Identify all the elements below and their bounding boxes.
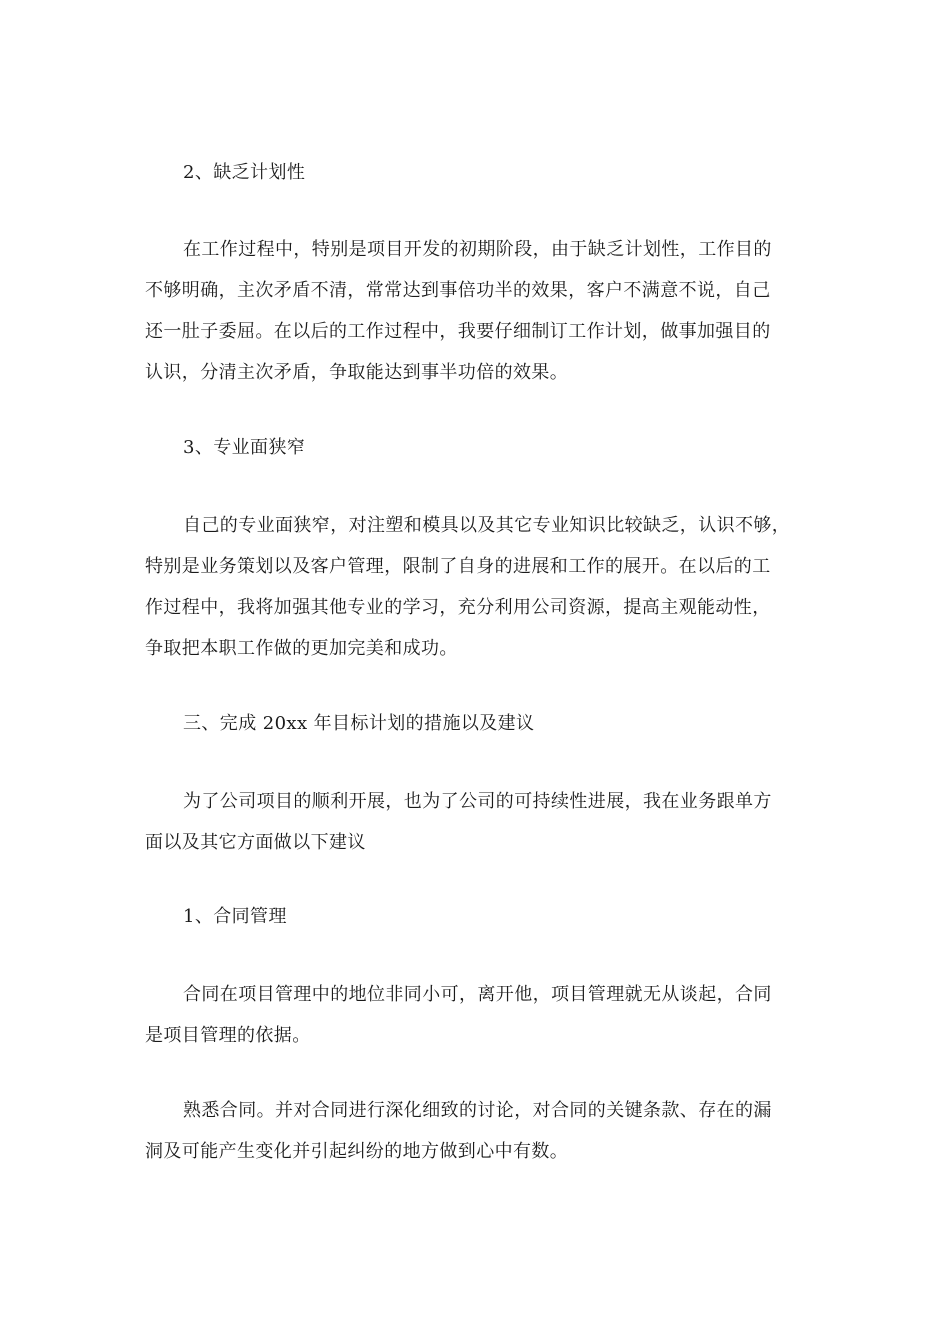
paragraph-line: 争取把本职工作做的更加完美和成功。: [145, 638, 458, 659]
paragraph-lack-of-planning: [145, 229, 810, 393]
section-heading-measures: 三、完成 20xx 年目标计划的措施以及建议: [183, 713, 535, 734]
paragraph-line: 自己的专业面狭窄，对注塑和模具以及其它专业知识比较缺乏，认识不够，: [183, 515, 791, 536]
paragraph-line: 合同在项目管理中的地位非同小可，离开他，项目管理就无从谈起，合同: [183, 984, 772, 1005]
paragraph-line: 是项目管理的依据。: [145, 1025, 311, 1046]
subheading-contract-management: 1、合同管理: [183, 906, 287, 927]
paragraph-contract: [145, 974, 810, 1056]
subheading-narrow-expertise: 3、专业面狭窄: [183, 437, 306, 458]
paragraph-line: 还一肚子委屈。在以后的工作过程中，我要仔细制订工作计划，做事加强目的: [145, 321, 771, 342]
subheading-lack-of-planning: 2、缺乏计划性: [183, 162, 306, 183]
paragraph-line: 为了公司项目的顺利开展，也为了公司的可持续性进展，我在业务跟单方: [183, 791, 772, 812]
paragraph-familiar-contract: [145, 1090, 810, 1172]
paragraph-narrow-expertise: [145, 505, 810, 669]
paragraph-line: 作过程中，我将加强其他专业的学习，充分利用公司资源，提高主观能动性，: [145, 597, 771, 618]
paragraph-line: 洞及可能产生变化并引起纠纷的地方做到心中有数。: [145, 1141, 569, 1162]
paragraph-line: 在工作过程中，特别是项目开发的初期阶段，由于缺乏计划性，工作目的: [183, 239, 772, 260]
paragraph-line: 认识，分清主次矛盾，争取能达到事半功倍的效果。: [145, 362, 569, 383]
paragraph-line: 特别是业务策划以及客户管理，限制了自身的进展和工作的展开。在以后的工: [145, 556, 771, 577]
paragraph-intro: [145, 781, 810, 863]
paragraph-line: 熟悉合同。并对合同进行深化细致的讨论，对合同的关键条款、存在的漏: [183, 1100, 772, 1121]
paragraph-line: 不够明确，主次矛盾不清，常常达到事倍功半的效果，客户不满意不说，自己: [145, 280, 771, 301]
paragraph-line: 面以及其它方面做以下建议: [145, 832, 366, 853]
